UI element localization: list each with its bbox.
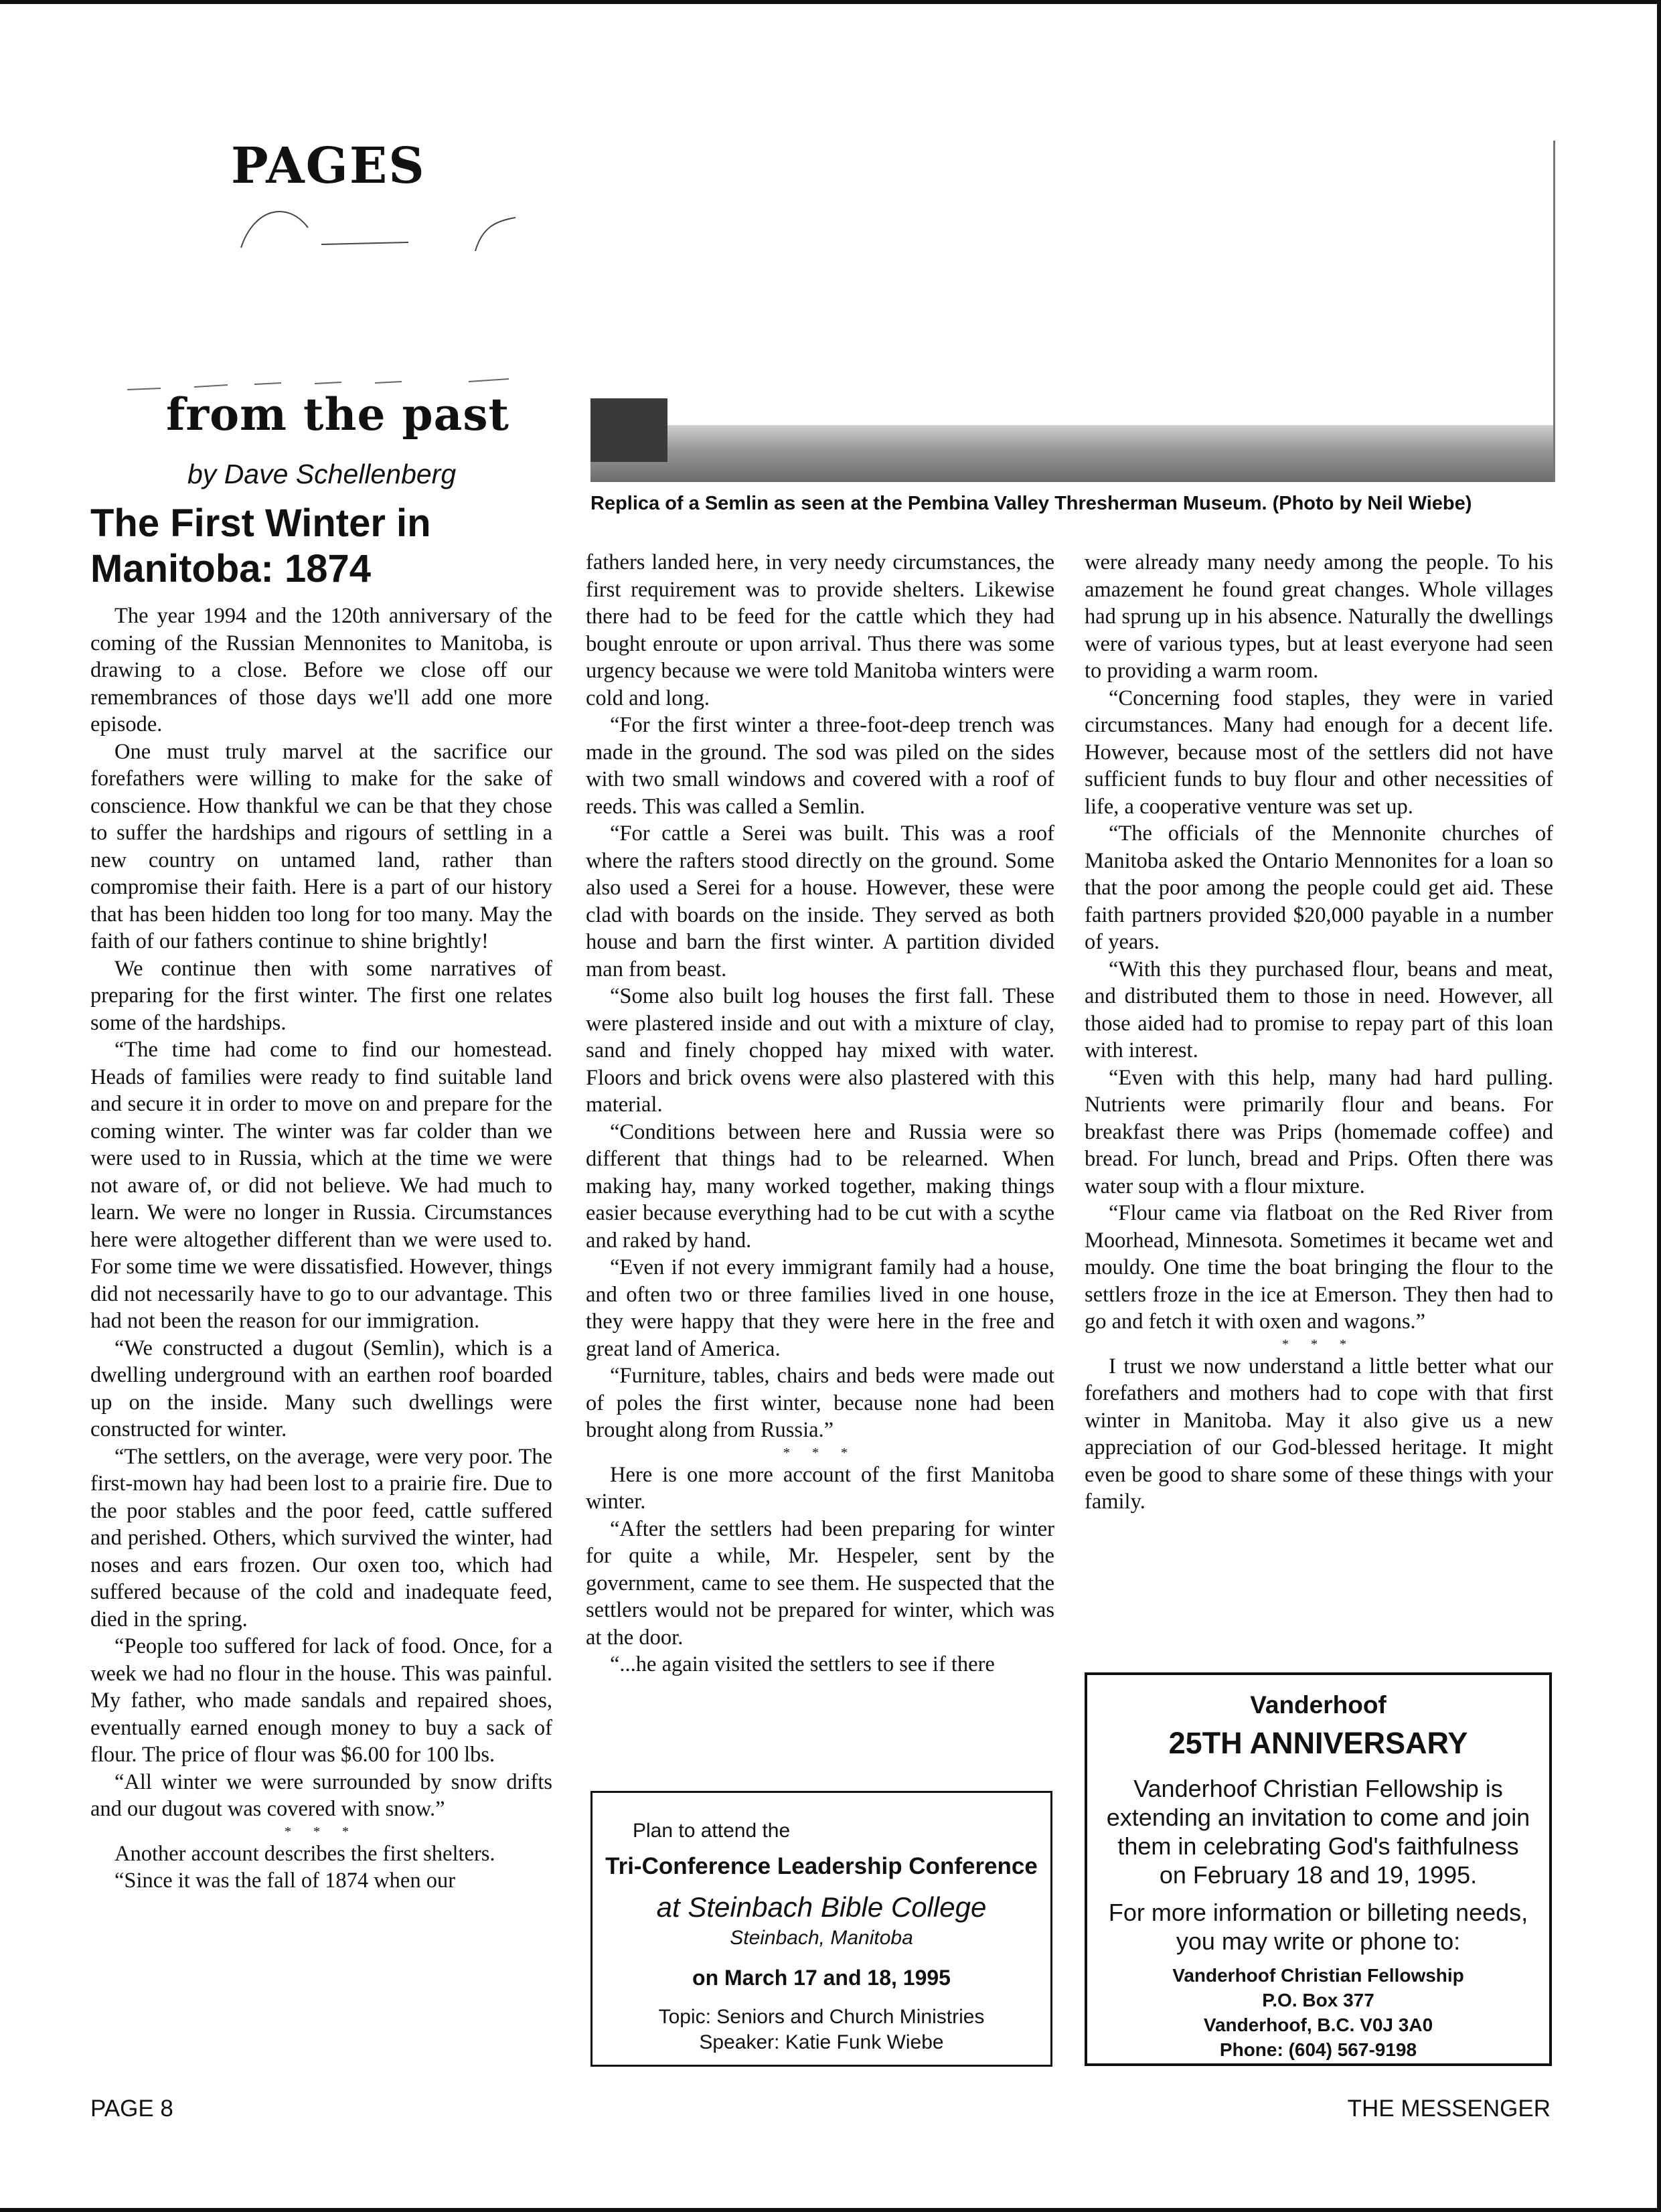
paragraph: The year 1994 and the 120th anniversary of the coming of the Russian Mennonites to Manitoba, is drawing to a close. Before we close off our remembrances of those days we'll add one more episode. [90,604,552,736]
ad-conference-name: Tri-Conference Leadership Conference [605,1853,1038,1879]
page-number: PAGE 8 [90,2096,173,2122]
paragraph: fathers landed here, in very needy circumstances, the first requirement was to provide shelters. Likewise there had to be feed for the cattle which they had bought enroute or upon arrival. Thus there was some urgency because we were told Manitoba winters were cold and long. [586,550,1054,710]
paragraph: “The officials of the Mennonite churches of Manitoba asked the Ontario Mennonites for a loan so that the poor among the people could get aid. These faith partners provided $20,000 payable in a number of years. [1085,821,1553,954]
ad-college: at Steinbach Bible College [656,1891,987,1923]
ad-topic: Topic: Seniors and Church Ministries [658,2006,985,2028]
semlin-photo [590,141,1555,482]
ad-dates: on March 17 and 18, 1995 [692,1966,951,1990]
paragraph: “Some also built log houses the first fall. These were plastered inside and out with a mixture of clay, sand and finely chopped hay mixed with water. Floors and brick ovens were also plastered with this material. [586,984,1054,1117]
paragraph: “Concerning food staples, they were in varied circumstances. Many had enough for a decent life. However, because most of the settlers did not have sufficient funds to buy flour and other necessities of life, a cooperative venture was set up. [1085,686,1553,819]
article-column-2 [586,549,1054,1678]
section-title-from-the-past: from the past [166,388,509,441]
paragraph: “All winter we were surrounded by snow drifts and our dugout was covered with snow.” [90,1769,552,1821]
section-separator: * * * [1282,1336,1356,1352]
vanderhoof-ad [1085,1672,1552,2066]
ad-town: Steinbach, Manitoba [730,1927,913,1949]
paragraph: “...he again visited the settlers to see if there [610,1652,995,1676]
paragraph: “With this they purchased flour, beans and meat, and distributed them to those in need. However, all those aided had to promise to repay part of this loan with interest. [1085,957,1553,1062]
ad-po-box: P.O. Box 377 [1262,1990,1374,2010]
paragraph: I trust we now understand a little better what our forefathers and mothers had to cope with that first winter in Manitoba. May it also give us a new appreciation of our God-blessed heritage. It might even be good to share some of these things with your family. [1085,1354,1553,1514]
ad-title: Vanderhoof [1250,1691,1387,1719]
photo-ground [590,425,1553,482]
byline: by Dave Schellenberg [187,459,457,489]
photo-caption: Replica of a Semlin as seen at the Pembina Valley Thresherman Museum. (Photo by Neil Wiebe) [590,493,1472,514]
paragraph: Another account describes the first shelters. [114,1841,495,1866]
page-border-bottom [0,2208,1661,2212]
paragraph: “Even if not every immigrant family had a house, and often two or three families lived in one house, they were happy that they were here in the free and great land of America. [586,1255,1054,1361]
photo-shed [590,398,667,462]
paragraph: “Furniture, tables, chairs and beds were made out of poles the first winter, because none had been brought along from Russia.” [586,1364,1054,1442]
section-separator: * * * [285,1824,358,1839]
paragraph: “Flour came via flatboat on the Red River from Moorhead, Minnesota. Sometimes it became wet and mouldy. One time the boat bringing the flour to the settlers froze in the ice at Emerson. They then had to go and fetch it with oxen and wagons.” [1085,1201,1553,1334]
paragraph: “People too suffered for lack of food. Once, for a week we had no flour in the house. This was painful. My father, who made sandals and repaired shoes, eventually earned enough money to buy a sack of flour. The price of flour was $6.00 for 100 lbs. [90,1634,552,1767]
paragraph: “The time had come to find our homestead. Heads of families were ready to find suitable land and secure it in order to move on and prepare for the coming winter. The winter was far colder than we were used to in Russia, which at the time we were not aware of, or did not believe. We had much to learn. We were no longer in Russia. Circumstances here were altogether different than we were used to. For some time we were dissatisfied. However, things did not necessarily have to go to our advantage. This had not been the reason for our immigration. [90,1038,552,1333]
article-headline: The First Winter in Manitoba: 1874 [90,501,431,590]
section-separator: * * * [783,1445,857,1460]
decorative-swash-icon [234,194,522,254]
ad-phone: Phone: (604) 567-9198 [1219,2039,1417,2060]
ad-plan-text: Plan to attend the [633,1820,791,1842]
article-column-3 [1085,549,1553,1516]
ad-anniversary: 25TH ANNIVERSARY [1168,1726,1468,1760]
page-border-top [0,0,1661,4]
paragraph: We continue then with some narratives of preparing for the first winter. The first one relates some of the hardships. [90,956,552,1035]
paragraph: “We constructed a dugout (Semlin), which is a dwelling underground with an earthen roof boarded up on the inside. Many such dwellings were constructed for winter. [90,1336,552,1441]
paragraph: “For the first winter a three-foot-deep trench was made in the ground. The sod was piled on the sides with two small windows and covered with a roof of reeds. This was called a Semlin. [586,713,1054,819]
paragraph: “Conditions between here and Russia were so different that things had to be relearned. When making hay, many worked together, making things easier because everything had to be cut with a scythe and raked by hand. [586,1119,1054,1253]
page-border-right [1657,0,1661,2212]
ad-address-block [1087,1963,1549,2062]
ad-speaker: Speaker: Katie Funk Wiebe [699,2031,944,2053]
paragraph: Here is one more account of the first Manitoba winter. [586,1462,1054,1514]
ad-org-name: Vanderhoof Christian Fellowship [1172,1965,1464,1986]
paragraph: “The settlers, on the average, were very poor. The first-mown hay had been lost to a prairie fire. Due to the poor stables and the poor feed, cattle suffered and perished. Others, which survived the winter, had noses and ears frozen. Our oxen too, which had suffered because of the cold and inadequate feed, died in the spring. [90,1444,552,1632]
paragraph: “After the settlers had been preparing for winter for quite a while, Mr. Hespeler, sent by the government, came to see them. He suspected that the settlers would not be prepared for winter, which was at the door. [586,1516,1054,1650]
conference-ad [590,1791,1052,2067]
section-title-pages: PAGES [231,137,426,195]
paragraph: One must truly marvel at the sacrifice our forefathers were willing to make for the sake of conscience. How thankful we can be that they chose to suffer the hardships and rigours of settling in a new country on untamed land, rather than compromise their faith. Here is a part of our history that has been hidden too long for too many. May the faith of our fathers continue to shine brightly! [90,739,552,953]
ad-address: Vanderhoof, B.C. V0J 3A0 [1203,2014,1433,2035]
publication-name: THE MESSENGER [1347,2096,1551,2122]
ad-invitation-text: Vanderhoof Christian Fellowship is extending an invitation to come and join them in celebrating God's faithfulness on February 18 and 19, 1995. [1106,1775,1530,1889]
paragraph: “Since it was the fall of 1874 when our [114,1869,456,1893]
article-column-1 [90,603,552,1895]
paragraph: “For cattle a Serei was built. This was a roof where the rafters stood directly on the ground. Some also used a Serei for a house. However, these were clad with boards on the inside. They served as both house and barn the first winter. A partition divided man from beast. [586,821,1054,981]
paragraph: “Even with this help, many had hard pulling. Nutrients were primarily flour and beans. For breakfast there was Prips (homemade coffee) and bread. For lunch, bread and Prips. Often there was water soup with a flour mixture. [1085,1065,1553,1198]
paragraph: were already many needy among the people. To his amazement he found great changes. Whole villages had sprung up in his absence. Naturally the dwellings were of various types, but at least everyone had seen to providing a warm room. [1085,550,1553,683]
ad-contact-text: For more information or billeting needs, you may write or phone to: [1108,1899,1528,1955]
